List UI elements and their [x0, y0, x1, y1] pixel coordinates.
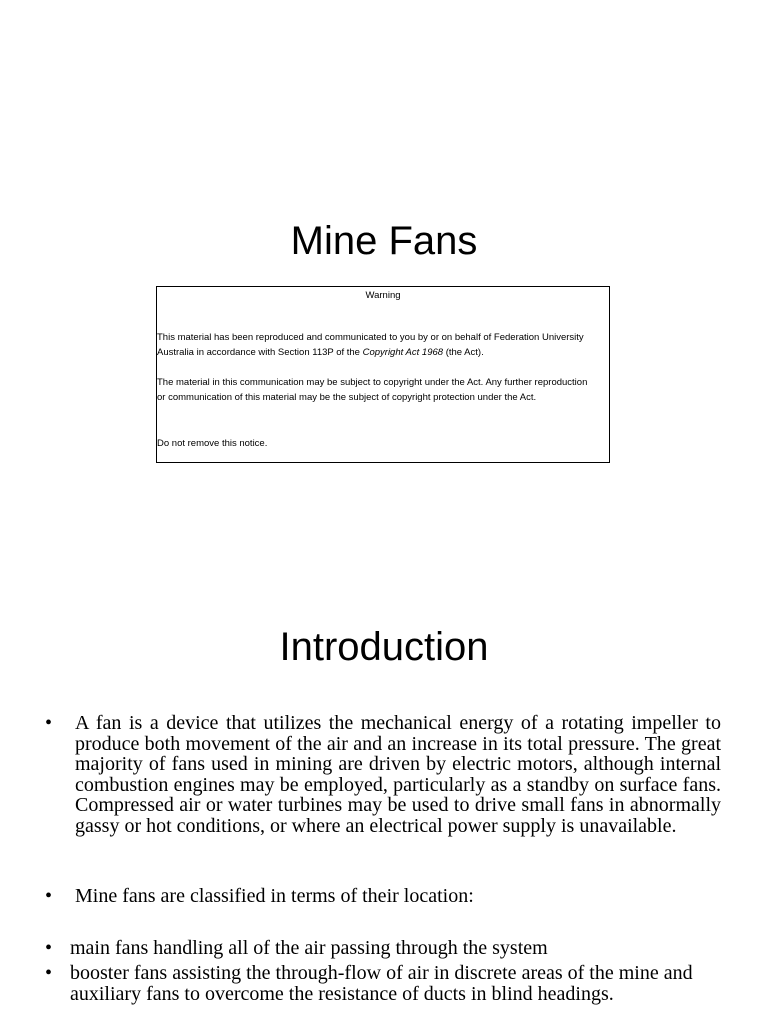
- bullet-marker: •: [45, 885, 53, 907]
- bullet-item: [45, 962, 726, 1005]
- bullet-text: Mine fans are classified in terms of their location:: [75, 885, 474, 907]
- bullet-item: [45, 885, 721, 907]
- notice-p1-end: (the Act).: [443, 347, 484, 358]
- notice-heading: Warning: [365, 290, 401, 301]
- bullet-text: main fans handling all of the air passing through the system: [70, 937, 548, 959]
- slide-title: Introduction: [279, 625, 489, 669]
- slide-title: Mine Fans: [290, 219, 478, 263]
- bullet-text: booster fans assisting the through-flow of air in discrete areas of the mine and auxiliary fans to overcome the resistance of ducts in blind headings.: [70, 962, 693, 1005]
- notice-paragraph-2: The material in this communication may be subject to copyright under the Act. Any further reproduction or communication of this material may be the subject of copyright protection under the Act.: [157, 377, 588, 403]
- bullet-marker: •: [45, 962, 53, 984]
- slide-introduction: [0, 560, 768, 1024]
- bullet-text: A fan is a device that utilizes the mechanical energy of a rotating impeller to produce both movement of the air and an increase in its total pressure. The great majority of fans used in mining are driven by electric motors, although internal combustion engines may be employed, particularly as a standby on surface fans. Compressed air or water turbines may be used to drive small fans in abnormally gassy or hot conditions, or where an electrical power supply is unavailable.: [75, 712, 721, 837]
- bullet-marker: •: [45, 937, 53, 959]
- notice-act-title: Copyright Act 1968: [362, 347, 444, 358]
- bullet-item: [45, 937, 726, 959]
- notice-p1-text: This material has been reproduced and communicated to you by or on behalf of Federation University Australia in accordance with Section 113P of the: [157, 332, 584, 358]
- bullet-item: [45, 712, 721, 837]
- copyright-notice-box: [156, 286, 610, 463]
- notice-paragraph-1: [157, 330, 597, 360]
- notice-paragraph-3: Do not remove this notice.: [157, 438, 268, 449]
- bullet-marker: •: [45, 712, 53, 734]
